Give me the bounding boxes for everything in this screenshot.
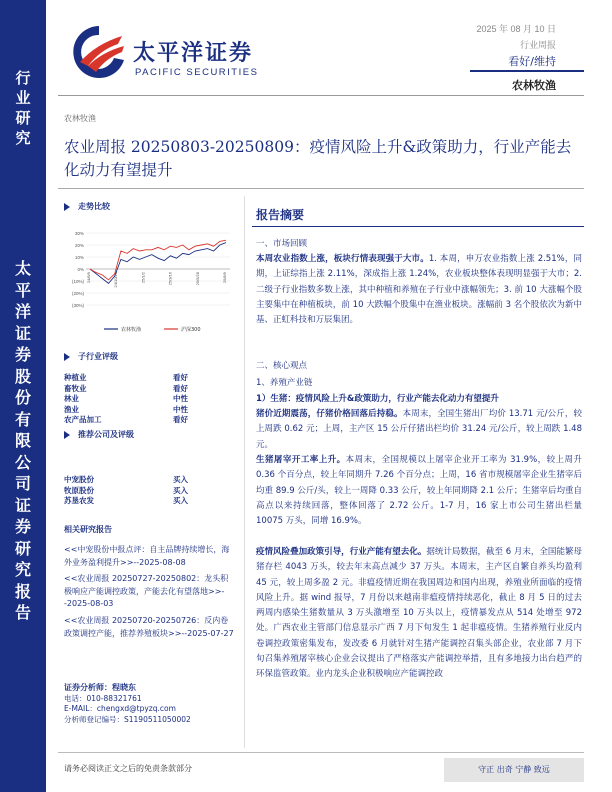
header-rule (58, 95, 584, 96)
sidebar-char: 研 (15, 109, 31, 127)
chart-x-tick-label: 25/3/16 (167, 272, 173, 286)
industry-name: 农林牧渔 (512, 79, 556, 92)
chart-y-tick-label: 20% (74, 243, 84, 248)
trend-chart (64, 227, 234, 339)
chart-x-tick-label: 25/8/9 (222, 272, 227, 284)
market-review-text: 1. 本周，申万农业指数上涨 2.51%，同期，上证综指上涨 2.11%，深成指上涨 1.24%，农业板块整体表现明显强于大市；2. 二级子行业指数多数上涨，其中种植和养殖在子行业中涨幅领先；3. 前 10 大涨幅个股主要集中在种植板块，前 10 大跌幅个股集中在渔业板块。涨幅前 3 名个股依次为新中基、正虹科技和万辰集团。 (256, 254, 582, 326)
rating-value: 买入 (173, 485, 188, 495)
related-reports-list (64, 544, 236, 644)
epidemic-paragraph (256, 545, 582, 683)
rating-name: 中宠股份 (64, 475, 94, 484)
rating-value: 买入 (173, 475, 188, 484)
epidemic-text: 据统计局数据，截至 6 月末，全国能繁母猪存栏 4043 万头，较去年末高点减少 37 万头。本周末，主产区自繁自养头均盈利 45 元，较上周多盈 2 元。非瘟疫情近期在我国周边和国内出现，养殖业所面临的疫情风险上升。据 wind 报导，7 月份以来越南非瘟疫情持续恶化，截止 8 月 5 日的过去两周内感染生猪数量从 3 万头激增至 10 万头以上，疫情暴发点从 514 处增至 972 处。广西农业主管部门信息显示广西 7 月下旬发生 1 起非瘟疫情。生猪养殖行业反内卷调控政策密集发布，发改委 6 月就针对生猪产能调控召集头部企业，农业部 7 月下旬召集养殖屠宰核心企业会议提出了严格落实产能调控举措，且有多地接力出台趋严的环保监管政策。业内龙头企业积极响应产能调控政 (256, 547, 582, 680)
footer-disclaimer: 请务必阅读正文之后的免责条款部分 (64, 764, 192, 773)
rating-value: 中性 (173, 404, 188, 414)
sidebar-category (0, 68, 46, 148)
title-rule (58, 188, 584, 189)
analyst-cert: 分析师登记编号：S1190511050002 (64, 714, 191, 724)
summary-title: 报告摘要 (256, 208, 305, 222)
rating-name: 牧原股份 (64, 485, 94, 495)
analyst-phone: 电话：010-88321761 (64, 693, 142, 703)
sidebar-char: 业 (15, 89, 31, 107)
breadcrumb: 农林牧渔 (64, 114, 96, 123)
logo-english: PACIFIC SECURITIES (135, 67, 259, 78)
rating-value: 中性 (173, 394, 188, 403)
sidebar-char: 平 (14, 280, 31, 300)
chart-y-tick-label: 30% (74, 231, 84, 236)
section-arrow-icon (64, 203, 70, 211)
rating-row (64, 475, 240, 486)
hog-heading (256, 392, 582, 407)
related-report-item[interactable]: <<农业周报 20250727-20250802：龙头积极响应产能调控政策，产能去化有望落地>>--2025-08-03 (64, 574, 229, 609)
rating-value: 看好 (173, 373, 188, 382)
sidebar-char: 洋 (14, 302, 31, 321)
sidebar-char: 研 (14, 538, 31, 558)
chart-y-tick-label: 0% (77, 267, 84, 272)
rating-value: 看好 (173, 383, 188, 393)
sidebar-char: 证 (14, 495, 31, 515)
chart-y-tick-label: 10% (74, 255, 84, 260)
chart-y-tick-label: (30%) (71, 303, 84, 308)
section-trend (64, 201, 110, 212)
market-review-paragraph (256, 252, 582, 328)
sidebar-char: 行 (15, 69, 31, 87)
rating-name: 畜牧业 (64, 383, 87, 393)
section-sub-rating (64, 351, 118, 362)
page-title: 农业周报 20250803-20250809：疫情风险上升&政策助力，行业产能去化动力有望提升 (64, 138, 572, 179)
rating-name: 渔业 (64, 404, 79, 414)
slaughter-text: 本周末，全国规模以上屠宰企业开工率为 31.9%，较上周升 0.36 个百分点，较上年同期升 7.26 个百分点；上周，16 省市规模屠宰企业生猪宰后均重 89.9 公斤/头，较上一周降 0.33 公斤，较上年同期降 2.1 公斤；生猪宰后均重自高点以来持续回落，整体回落了 2.72 公斤。1-7 月，16 家上市公司生猪出栏量 10075 万头，同增 16.9%。 (256, 455, 582, 527)
sidebar-char: 公 (14, 452, 31, 472)
rating-name: 林业 (64, 394, 79, 403)
sidebar-char: 报 (14, 581, 31, 601)
sidebar-char: 券 (14, 517, 31, 536)
sidebar-char: 究 (14, 560, 31, 579)
analyst-info (64, 683, 236, 725)
report-type: 行业周报 (519, 41, 556, 51)
footer-slogan: 守正 出奇 宁静 致远 (478, 765, 550, 774)
epidemic-lead: 疫情风险叠加政策引导，行业产能有望去化。 (256, 547, 427, 557)
sidebar-char: 究 (15, 129, 31, 147)
sidebar-char: 股 (14, 366, 31, 386)
hog-heading-text: 1）生猪：疫情风险上升&政策助力，行业产能去化动力有望提升 (256, 394, 499, 404)
section-arrow-icon (64, 353, 70, 361)
rating-row (64, 496, 240, 507)
analyst-email: E-MAIL：chengxd@tpyzq.com (64, 704, 176, 713)
trend-chart-svg (64, 227, 234, 339)
rating-value: 看好 (173, 415, 188, 424)
sidebar (0, 0, 46, 792)
sidebar-char: 券 (14, 345, 31, 364)
rating-name: 种植业 (64, 373, 87, 382)
price-paragraph (256, 407, 582, 453)
chart-x-tick-label: 24/8/9 (86, 272, 91, 284)
section-stock-rating (64, 429, 134, 440)
rating-row (64, 405, 240, 416)
industry-rating: 看好/维持 (508, 55, 556, 68)
slaughter-lead: 生猪屠宰开工率上升。 (256, 455, 346, 465)
price-lead: 猪价近期震荡，仔猪价格回落后持稳。 (256, 409, 403, 419)
chart-x-tick-label: 24/10/21 (113, 272, 119, 288)
section-trend-label: 走势比较 (78, 202, 110, 211)
sidebar-char: 有 (14, 409, 31, 429)
section-market-review: 一、市场回顾 (256, 239, 308, 249)
price-text: 本周末，全国生猪出厂均价 13.71 元/公斤，较上周跌 0.62 元；上周，主产区 15 公斤仔猪出栏均价 31.24 元/公斤，较上周跌 1.48 元。 (256, 409, 582, 450)
chart-series-line-0 (90, 243, 226, 284)
chart-legend-label: 农林牧渔 (121, 327, 142, 333)
rating-row (64, 486, 240, 497)
logo-emblem-icon (66, 22, 132, 84)
sidebar-char: 限 (14, 431, 31, 450)
chart-x-tick-label: 25/5/28 (194, 272, 200, 286)
chart-y-tick-label: (10%) (71, 279, 84, 284)
sub-industry-table (64, 373, 240, 426)
section-arrow-icon (64, 431, 70, 439)
chart-series-line-1 (90, 240, 226, 280)
rating-row (64, 373, 240, 384)
header-divider (470, 70, 584, 72)
chart-y-tick-label: (20%) (71, 291, 84, 296)
related-reports-title: 相关研究报告 (64, 525, 112, 534)
logo-chinese: 太平洋证券 (133, 41, 254, 66)
sidebar-char: 份 (14, 388, 31, 407)
chart-x-tick-label: 25/1/2 (140, 272, 146, 284)
sidebar-company-name (0, 258, 46, 624)
rating-name: 农产品加工 (64, 415, 102, 424)
section-core-view: 二、核心观点 (256, 361, 308, 371)
sidebar-char: 太 (14, 259, 31, 278)
rating-row (64, 384, 240, 395)
summary-rule (252, 226, 584, 227)
rating-name: 苏垦农发 (64, 496, 94, 505)
related-report-item[interactable]: <<中宠股份中报点评：自主品牌持续增长，海外业务盈利提升>>--2025-08-08 (64, 545, 230, 567)
chart-legend-label: 沪深300 (181, 327, 201, 333)
rating-row (64, 394, 240, 405)
report-date: 2025 年 08 月 10 日 (476, 24, 556, 34)
rating-value: 买入 (173, 496, 188, 505)
subsection-breeding: 1、养殖产业链 (256, 378, 313, 388)
company-logo (66, 22, 276, 84)
market-review-lead: 本周农业指数上涨，板块行情表现强于大市。 (256, 254, 429, 264)
analyst-name: 证券分析师：程晓东 (64, 683, 136, 692)
sidebar-char: 证 (14, 323, 31, 343)
slaughter-paragraph (256, 453, 582, 529)
footer-rule (58, 752, 584, 753)
rating-row (64, 415, 240, 426)
section-stock-rating-label: 推荐公司及评级 (78, 430, 134, 439)
column-divider (244, 196, 245, 748)
sidebar-char: 司 (14, 474, 31, 493)
section-sub-rating-label: 子行业评级 (78, 352, 118, 361)
related-report-item[interactable]: <<农业周报 20250720-20250726：反内卷政策调控产能，推荐养殖板块>>--2025-07-27 (64, 615, 234, 638)
company-table (64, 475, 240, 507)
sidebar-char: 告 (14, 603, 31, 622)
